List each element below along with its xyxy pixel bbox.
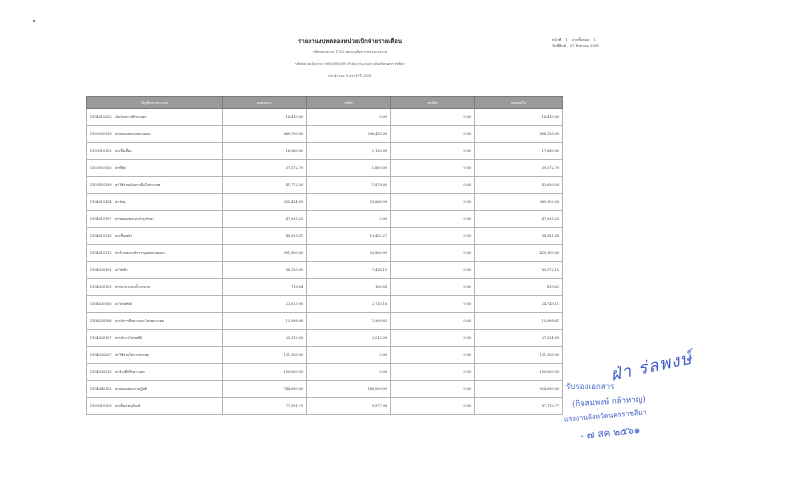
forward-cell: 16,560.00: [223, 143, 307, 160]
forward-cell: 58,135.95: [223, 262, 307, 279]
balance-cell: 54,381.58: [475, 228, 563, 245]
table-row: [87, 177, 563, 194]
debit-cell: 180,000.00: [307, 381, 391, 398]
total-pages-label: จากทั้งหมด: [571, 38, 590, 42]
forward-cell: 77,591.79: [223, 398, 307, 415]
debit-cell: 2,012.00: [307, 330, 391, 347]
signer-organization: แรงงานจังหวัดนครราชสีมา: [563, 408, 648, 424]
credit-cell: 0.00: [391, 177, 475, 194]
account-cell: [87, 177, 223, 194]
debit-cell: 7,436.15: [307, 262, 391, 279]
forward-cell: 47,933.25: [223, 211, 307, 228]
account-cell: [87, 398, 223, 415]
balance-cell: 24,749.11: [475, 296, 563, 313]
debit-cell: 0.00: [307, 109, 391, 126]
balance-cell: 65,572.10: [475, 262, 563, 279]
balance-cell: 425,100.00: [475, 245, 563, 262]
table-row: [87, 160, 563, 177]
account-name: ค่าเชื้อเพลิง: [115, 233, 132, 238]
account-code: 5104010104: [90, 199, 112, 204]
debit-cell: 0.00: [307, 364, 391, 381]
debit-cell: 33,668.00: [307, 194, 391, 211]
forward-cell: 13,998.98: [223, 313, 307, 330]
column-header-balance: ยอดยกไป: [475, 97, 563, 109]
account-code: 5104010112: [90, 250, 112, 255]
column-header-forward: ยอดยกมา: [223, 97, 307, 109]
balance-cell: 43,650.50: [475, 177, 563, 194]
account-name: ค่าซ่อมแซมและบำรุงรักษา: [115, 216, 155, 221]
page-number: 1: [565, 38, 568, 42]
balance-cell: 131,195.00: [475, 347, 563, 364]
account-code: 5104030207: [90, 352, 112, 357]
table-row: [87, 245, 563, 262]
account-cell: [87, 126, 223, 143]
credit-cell: 0.00: [391, 313, 475, 330]
balance-cell: 87,170.77: [475, 398, 563, 415]
account-name: ค่าโทรศัพท์: [115, 301, 132, 306]
account-cell: [87, 211, 223, 228]
account-code: 5103010102: [90, 148, 112, 153]
account-cell: [87, 279, 223, 296]
account-code: 5104020106: [90, 318, 112, 323]
column-header-account: บัญชีแยกประเภท: [87, 97, 223, 109]
account-code: 5104040102: [90, 386, 112, 391]
account-cell: [87, 330, 223, 347]
forward-cell: 25,312.00: [223, 330, 307, 347]
account-code: 5104030210: [90, 369, 112, 374]
credit-cell: 0.00: [391, 211, 475, 228]
credit-cell: 0.00: [391, 381, 475, 398]
table-header-row: [87, 97, 563, 109]
disbursement-unit-line: รหัสหน่วยเบิกจ่าย 0000000000 สำนักงานแรงงานจังหวัดนครราชสีมา: [294, 62, 406, 66]
debit-cell: 206,435.00: [307, 126, 391, 143]
page-label: หน้าที่: [552, 38, 562, 42]
balance-cell: 27,324.00: [475, 330, 563, 347]
forward-cell: 355,434.00: [223, 194, 307, 211]
credit-cell: 0.00: [391, 245, 475, 262]
account-cell: [87, 262, 223, 279]
print-date-label: วันที่พิมพ์: [552, 44, 566, 48]
account-name: ค่าตอบแทนจ่ายตามดอง: [115, 131, 151, 136]
credit-cell: 0.00: [391, 160, 475, 177]
account-name: ค่าใช้จ่ายในการประชุม: [115, 352, 150, 357]
account-name: ค่าใช้จ่ายเดินทางอื่นในประเทศ: [115, 182, 161, 187]
credit-cell: 0.00: [391, 398, 475, 415]
credit-cell: 0.00: [391, 262, 475, 279]
print-date: 07 สิงหาคม 2561: [570, 44, 600, 48]
forward-cell: 391,300.00: [223, 245, 307, 262]
table-row: [87, 126, 563, 143]
account-code: 5103010103: [90, 165, 112, 170]
account-cell: [87, 381, 223, 398]
credit-cell: 0.00: [391, 126, 475, 143]
handwritten-signature: ฝ่า ร่ลพงษ์: [608, 348, 695, 386]
account-name: ค่าที่พัก: [115, 165, 126, 170]
account-code: 5104020101: [90, 267, 112, 272]
table-row: [87, 398, 563, 415]
account-name: ค่าจ้างเหมาบริการ-บุคคลภายนอก: [115, 250, 165, 255]
account-cell: [87, 364, 223, 381]
table-body: [87, 109, 563, 415]
column-header-credit: เครดิต: [391, 97, 475, 109]
forward-cell: 22,013.95: [223, 296, 307, 313]
table-row: [87, 143, 563, 160]
balance-cell: 924,000.00: [475, 381, 563, 398]
debit-cell: 1,120.00: [307, 143, 391, 160]
forward-cell: 131,195.00: [223, 347, 307, 364]
account-name: ค่าบริการสื่อสารและโทรคมนาคม: [115, 318, 165, 323]
table-row: [87, 347, 563, 364]
balance-cell: 896,135.00: [475, 126, 563, 143]
signature-date: - ๗ สค ๒๕๖๑: [579, 424, 641, 443]
debit-cell: 100.58: [307, 279, 391, 296]
table-row: [87, 313, 563, 330]
forward-cell: 40,929.31: [223, 228, 307, 245]
balance-cell: 18,410.00: [475, 109, 563, 126]
account-name: ค่าจ้างที่ปรึกษา-บอก: [115, 369, 145, 374]
page-info: [552, 37, 602, 49]
report-header: [250, 36, 450, 85]
account-code: 5105010109: [90, 403, 112, 408]
forward-cell: 744,000.00: [223, 381, 307, 398]
table-row: [87, 330, 563, 347]
balance-cell: 389,102.00: [475, 194, 563, 211]
debit-cell: 1,800.00: [307, 160, 391, 177]
debit-cell: 2,735.16: [307, 296, 391, 313]
account-code: 5104020103: [90, 284, 112, 289]
table-row: [87, 211, 563, 228]
table-row: [87, 296, 563, 313]
debit-cell: 0.00: [307, 347, 391, 364]
account-cell: [87, 313, 223, 330]
table-row: [87, 279, 563, 296]
forward-cell: 37,572.79: [223, 160, 307, 177]
account-cell: [87, 143, 223, 160]
account-cell: [87, 296, 223, 313]
period-line: ประจำงวด 9 ประจำปี 2561: [328, 74, 372, 78]
credit-cell: 0.00: [391, 347, 475, 364]
balance-cell: 39,372.79: [475, 160, 563, 177]
account-name: ค่าไฟฟ้า: [115, 267, 128, 272]
total-pages: 1: [593, 38, 596, 42]
account-code: 5104010107: [90, 216, 112, 221]
balance-cell: 100,000.00: [475, 364, 563, 381]
certification-role: รับรองเอกสาร: [566, 382, 615, 391]
forward-cell: 689,700.00: [223, 126, 307, 143]
trial-balance-table: [86, 96, 563, 415]
scan-dot: [33, 20, 35, 22]
credit-cell: 0.00: [391, 330, 475, 347]
account-code: 5102030199: [90, 131, 112, 136]
account-code: 5104020107: [90, 335, 112, 340]
column-header-debit: เดบิต: [307, 97, 391, 109]
forward-cell: 100,000.00: [223, 364, 307, 381]
account-cell: [87, 245, 223, 262]
forward-cell: 18,410.00: [223, 109, 307, 126]
agency-line: รหัสหน่วยงาน 1702 ศมน.ปุลัดกระทรวงแรงงาน: [312, 50, 388, 54]
account-name: ค่าบริการไปรษณีย์: [115, 335, 143, 340]
account-cell: [87, 194, 223, 211]
forward-cell: 719.04: [223, 279, 307, 296]
account-name: ค่าประปาและน้ำบาดาล: [115, 284, 150, 289]
credit-cell: 0.00: [391, 228, 475, 245]
account-cell: [87, 109, 223, 126]
credit-cell: 0.00: [391, 296, 475, 313]
account-cell: [87, 228, 223, 245]
account-name: ค่าเบี้ยเลี้ยง: [115, 148, 132, 153]
balance-cell: 819.62: [475, 279, 563, 296]
account-name: ค่าเสื่อม-ครุภัณฑ์: [115, 403, 141, 408]
credit-cell: 0.00: [391, 143, 475, 160]
credit-cell: 0.00: [391, 194, 475, 211]
credit-cell: 0.00: [391, 109, 475, 126]
debit-cell: 1,879.00: [307, 177, 391, 194]
debit-cell: 33,800.00: [307, 245, 391, 262]
report-title: รายงานงบทดลองหน่วยเบิกจ่ายรายเดือน: [298, 38, 402, 45]
credit-cell: 0.00: [391, 364, 475, 381]
forward-cell: 41,772.50: [223, 177, 307, 194]
account-name: ค่าวัสดุ: [115, 199, 126, 204]
account-code: 5104010110: [90, 233, 112, 238]
table-row: [87, 381, 563, 398]
debit-cell: 1,999.83: [307, 313, 391, 330]
balance-cell: 47,933.25: [475, 211, 563, 228]
debit-cell: 13,452.27: [307, 228, 391, 245]
signer-name: (กิจสมพงษ์ กล้าหาญ): [571, 394, 646, 409]
account-cell: [87, 160, 223, 177]
balance-cell: 15,998.81: [475, 313, 563, 330]
account-name: เงินช่วยการศึกษาบุตร: [115, 114, 147, 119]
credit-cell: 0.00: [391, 279, 475, 296]
table-row: [87, 364, 563, 381]
table-row: [87, 109, 563, 126]
account-code: 5103010199: [90, 182, 112, 187]
debit-cell: 9,577.98: [307, 398, 391, 415]
account-code: 5104020105: [90, 301, 112, 306]
table-row: [87, 194, 563, 211]
account-cell: [87, 347, 223, 364]
account-code: 5104010202: [90, 114, 112, 119]
balance-cell: 17,680.00: [475, 143, 563, 160]
account-name: ค่าตอบแทนการปฏิบัติ: [115, 386, 147, 391]
table-row: [87, 228, 563, 245]
table-row: [87, 262, 563, 279]
debit-cell: 0.00: [307, 211, 391, 228]
